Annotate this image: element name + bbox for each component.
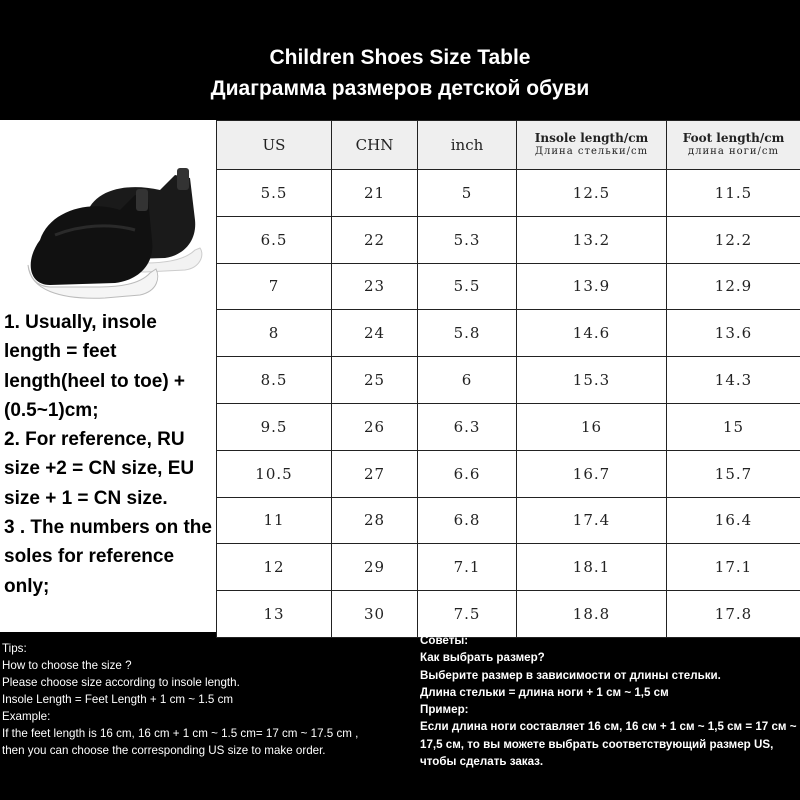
cell-chn: 24 [332,310,418,357]
shoe-image [10,140,210,310]
cell-insole: 18.1 [517,544,667,591]
cell-foot: 13.6 [667,310,800,357]
table-row [217,357,800,404]
table-row [217,591,800,638]
cell-chn: 30 [332,591,418,638]
cell-chn: 21 [332,170,418,217]
cell-inch: 6.6 [418,450,517,497]
cell-us: 9.5 [217,403,332,450]
cell-foot: 12.9 [667,263,800,310]
header-chn: CHN [332,121,418,170]
tips-line: Tips: [2,642,27,655]
cell-us: 6.5 [217,216,332,263]
cell-inch: 5.3 [418,216,517,263]
cell-us: 8 [217,310,332,357]
tips-line: If the feet length is 16 cm, 16 cm + 1 cm ~ 1.5 cm= 17 cm ~ 17.5 cm , [2,727,359,740]
cell-chn: 22 [332,216,418,263]
title-english: Children Shoes Size Table [269,46,531,69]
note-3: 3 . The numbers on the soles for reference only; [4,517,212,597]
cell-us: 11 [217,497,332,544]
cell-chn: 25 [332,357,418,404]
cell-inch: 6.8 [418,497,517,544]
size-table [216,120,800,638]
cell-us: 13 [217,591,332,638]
cell-foot: 11.5 [667,170,800,217]
cell-inch: 7.5 [418,591,517,638]
table-row [217,450,800,497]
size-notes [4,308,218,601]
tips-line: Выберите размер в зависимости от длины стельки. [420,668,721,682]
title-russian: Диаграмма размеров детской обуви [210,77,590,100]
cell-insole: 18.8 [517,591,667,638]
cell-chn: 28 [332,497,418,544]
cell-inch: 6 [418,357,517,404]
cell-us: 7 [217,263,332,310]
table-row [217,497,800,544]
cell-inch: 5.8 [418,310,517,357]
cell-chn: 27 [332,450,418,497]
cell-foot: 12.2 [667,216,800,263]
table-row [217,216,800,263]
header-foot-ru: длина ноги/cm [687,146,780,157]
tips-line: then you can choose the corresponding US size to make order. [2,744,326,757]
cell-foot: 14.3 [667,357,800,404]
cell-us: 5.5 [217,170,332,217]
cell-insole: 16.7 [517,450,667,497]
tips-english [2,640,412,759]
cell-inch: 7.1 [418,544,517,591]
cell-foot: 17.1 [667,544,800,591]
cell-foot: 17.8 [667,591,800,638]
tips-line: Если длина ноги составляет 16 см, 16 см + 1 см ~ 1,5 см = 17 см ~ 17,5 см, то вы можете выбрать соответствующий размер US, чтобы сделать заказ. [420,720,797,769]
header [0,0,800,120]
cell-insole: 15.3 [517,357,667,404]
table-row [217,544,800,591]
cell-insole: 14.6 [517,310,667,357]
table-header-row [217,121,800,170]
cell-foot: 15 [667,403,800,450]
cell-insole: 16 [517,403,667,450]
tips-line: Пример: [420,703,469,717]
left-panel [0,120,216,632]
cell-insole: 13.2 [517,216,667,263]
tips-russian [420,632,800,770]
tips-line: Example: [2,710,51,723]
cell-us: 8.5 [217,357,332,404]
tips-line: Длина стельки = длина ноги + 1 см ~ 1,5 см [420,685,669,699]
cell-insole: 13.9 [517,263,667,310]
header-foot-en: Foot length/cm [682,131,785,145]
cell-foot: 15.7 [667,450,800,497]
tips-line: Please choose size according to insole length. [2,676,240,689]
cell-insole: 17.4 [517,497,667,544]
table-row [217,310,800,357]
table-row [217,170,800,217]
table-row [217,403,800,450]
cell-inch: 6.3 [418,403,517,450]
header-foot [667,121,800,170]
table-row [217,263,800,310]
cell-insole: 12.5 [517,170,667,217]
header-insole [517,121,667,170]
note-1: 1. Usually, insole length = feet length(heel to toe) + (0.5~1)cm; [4,312,186,421]
cell-chn: 26 [332,403,418,450]
header-insole-ru: Длина стельки/cm [534,146,649,157]
cell-us: 12 [217,544,332,591]
header-inch: inch [418,121,517,170]
cell-inch: 5 [418,170,517,217]
note-2: 2. For reference, RU size +2 = CN size, EU size + 1 = CN size. [4,429,195,509]
tips-line: How to choose the size ? [2,659,132,672]
header-insole-en: Insole length/cm [534,131,649,145]
tips-line: Советы: [420,634,469,647]
tips-line: Insole Length = Feet Length + 1 cm ~ 1.5 cm [2,693,234,706]
cell-foot: 16.4 [667,497,800,544]
cell-us: 10.5 [217,450,332,497]
cell-inch: 5.5 [418,263,517,310]
table-body [217,170,800,638]
header-us: US [217,121,332,170]
cell-chn: 23 [332,263,418,310]
tips-line: Как выбрать размер? [420,651,545,665]
cell-chn: 29 [332,544,418,591]
